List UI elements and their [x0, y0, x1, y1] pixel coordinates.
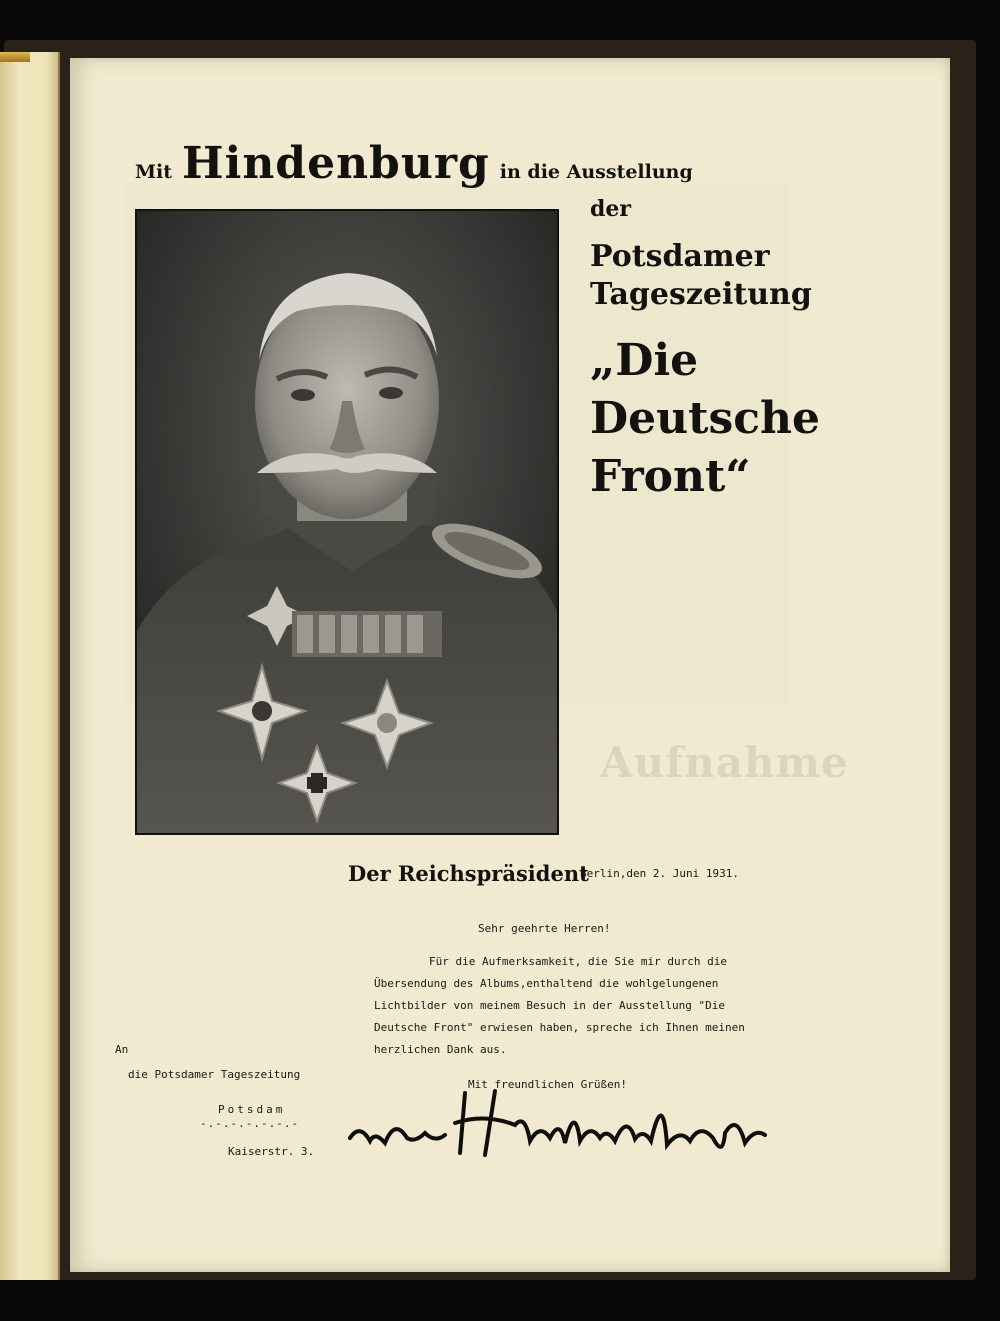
title-deutsche: Deutsche	[590, 393, 821, 444]
letter-greeting: Sehr geehrte Herren!	[478, 922, 611, 935]
address-an: An	[115, 1043, 129, 1056]
letter-body-line: Für die Aufmerksamkeit, die Sie mir durch die	[429, 955, 728, 968]
portrait-photo	[135, 209, 559, 835]
letter-body-line: Übersendung des Albums,enthaltend die wohlgelungenen	[374, 977, 719, 990]
album-page	[70, 58, 950, 1272]
heading-prefix: Mit	[135, 161, 173, 183]
title-front: Front“	[590, 451, 751, 502]
letter-closing: Mit freundlichen Grüßen!	[468, 1078, 627, 1091]
letter-date: Berlin,den 2. Juni 1931.	[580, 867, 739, 880]
heading-name: Hindenburg	[182, 138, 490, 189]
address-underline: -.-.-.-.-.-.-	[200, 1117, 300, 1130]
bleed-through-text: Aufnahme	[600, 738, 849, 787]
address-street: Kaiserstr. 3.	[228, 1145, 315, 1158]
heading-suffix: in die Ausstellung	[499, 161, 693, 183]
portrait-illustration	[137, 211, 557, 833]
title-tageszeitung: Tageszeitung	[590, 277, 812, 312]
letter-body-line: Lichtbilder von meinem Besuch in der Ausstellung "Die	[374, 999, 725, 1012]
spine-gold-trim	[0, 52, 30, 62]
address-city: Potsdam	[218, 1103, 286, 1116]
book-spine-edge	[0, 52, 60, 1280]
title-potsdamer: Potsdamer	[590, 239, 770, 274]
page-heading	[135, 138, 693, 189]
letter-body-line: Deutsche Front" erwiesen haben, spreche ich Ihnen meinen	[374, 1021, 745, 1034]
title-die: „Die	[590, 335, 699, 386]
address-recipient: die Potsdamer Tageszeitung	[128, 1068, 301, 1081]
title-der: der	[590, 196, 631, 222]
letter-body-line: herzlichen Dank aus.	[374, 1043, 507, 1056]
letterhead: Der Reichspräsident	[348, 861, 589, 886]
handwritten-signature	[345, 1083, 785, 1178]
exhibition-title-block	[590, 196, 820, 506]
letter-body	[374, 951, 784, 1061]
